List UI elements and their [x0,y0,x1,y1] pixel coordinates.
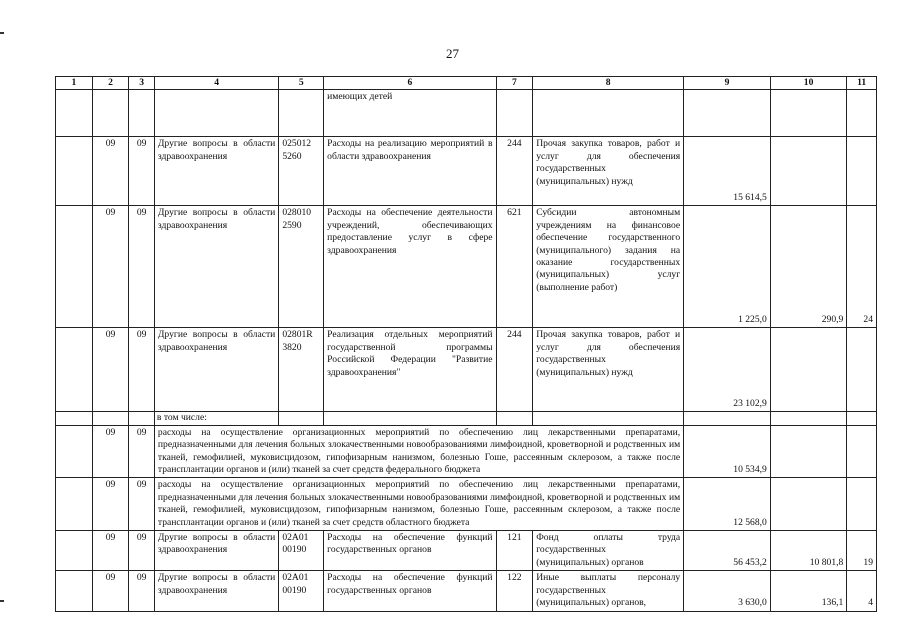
section-code-cell: 09 [92,531,129,571]
amount-cell: 12 568,0 [684,478,771,531]
empty-cell [56,328,93,412]
amount-executed-cell [770,137,846,206]
expense-type-name-cell: Прочая закупка товаров, работ и услуг для обеспечения государственных (муниципальных) нужд [533,137,684,206]
empty-cell [92,90,129,137]
expense-type-name-cell: Фонд оплаты труда государственных (муниципальных) органов [533,531,684,571]
amount-cell: 15 614,5 [684,137,771,206]
section-code-cell: 09 [92,425,129,478]
amount-cell: 56 453,2 [684,531,771,571]
empty-cell [533,412,684,425]
column-number: 10 [770,77,846,90]
column-number: 4 [154,77,278,90]
column-number: 2 [92,77,129,90]
detail-description-cell: расходы на осуществление организационных мероприятий по обеспечению лиц лекарственными препаратами, предназначенными для лечения больных злокачественными новообразованиями лимфоидной, кроветворной и родственных им тканей, гемофилией, муковисцидозом, гипофизарным нанизмом, болезнью Гоше, рассеянным склерозом, а также после трансплантации органов и (или) тканей за счет средств федерального бюджета [154,425,683,478]
section-code-cell: 09 [92,328,129,412]
table-row [56,328,877,412]
expense-type-code-cell: 244 [496,137,533,206]
empty-cell [533,90,684,137]
empty-cell [496,412,533,425]
empty-cell [324,412,496,425]
percent-cell [847,137,877,206]
empty-cell [684,90,771,137]
target-article-cell: 025012 5260 [279,137,324,206]
budget-table [55,76,877,612]
subtotal-label: в том числе: [154,412,278,425]
subsection-code-cell: 09 [129,137,154,206]
empty-cell [154,90,278,137]
empty-cell [129,412,154,425]
expense-type-name-cell: Иные выплаты персоналу государственных (муниципальных) органов, [533,571,684,611]
amount-executed-cell: 136,1 [770,571,846,611]
expense-name-cell: Расходы на реализацию мероприятий в области здравоохранения [324,137,496,206]
subsection-name-cell: Другие вопросы в области здравоохранения [154,206,278,328]
empty-cell [770,90,846,137]
percent-cell: 19 [847,531,877,571]
expense-type-code-cell: 244 [496,328,533,412]
target-article-cell: 028010 2590 [279,206,324,328]
empty-cell [56,206,93,328]
target-article-cell: 02801R 3820 [279,328,324,412]
amount-executed-cell: 10 801,8 [770,531,846,571]
percent-cell [847,328,877,412]
subsection-code-cell: 09 [129,206,154,328]
empty-cell [56,571,93,611]
table-row [56,90,877,137]
empty-cell [684,412,771,425]
detail-description-cell: расходы на осуществление организационных мероприятий по обеспечению лиц лекарственными препаратами, предназначенными для лечения больных злокачественными новообразованиями лимфоидной, кроветворной и родственных им тканей, гемофилией, муковисцидозом, гипофизарным нанизмом, болезнью Гоше, рассеянным склерозом, а также после трансплантации органов и (или) тканей за счет средств областного бюджета [154,478,683,531]
amount-executed-cell [770,425,846,478]
column-number: 8 [533,77,684,90]
subsection-code-cell: 09 [129,425,154,478]
column-number: 5 [279,77,324,90]
subsection-name-cell: Другие вопросы в области здравоохранения [154,571,278,611]
empty-cell [847,412,877,425]
amount-executed-cell: 290,9 [770,206,846,328]
expense-name-cell: имеющих детей [324,90,496,137]
percent-cell [847,478,877,531]
table-row [56,531,877,571]
empty-cell [92,412,129,425]
expense-type-code-cell: 122 [496,571,533,611]
subsection-code-cell: 09 [129,478,154,531]
binding-mark [0,32,4,34]
subsection-name-cell: Другие вопросы в области здравоохранения [154,328,278,412]
section-code-cell: 09 [92,206,129,328]
empty-cell [56,425,93,478]
column-number: 9 [684,77,771,90]
subsection-code-cell: 09 [129,571,154,611]
empty-cell [279,412,324,425]
section-code-cell: 09 [92,478,129,531]
amount-cell: 23 102,9 [684,328,771,412]
subsection-name-cell: Другие вопросы в области здравоохранения [154,137,278,206]
amount-cell: 10 534,9 [684,425,771,478]
empty-cell [56,478,93,531]
empty-cell [847,90,877,137]
section-code-cell: 09 [92,137,129,206]
empty-cell [770,412,846,425]
table-row [56,137,877,206]
empty-cell [496,90,533,137]
empty-cell [56,137,93,206]
empty-cell [56,531,93,571]
page-number: 27 [446,46,459,61]
table-row [56,206,877,328]
empty-cell [56,90,93,137]
percent-cell [847,425,877,478]
percent-cell: 24 [847,206,877,328]
column-number: 7 [496,77,533,90]
empty-cell [56,412,93,425]
table-row [56,571,877,611]
column-number: 11 [847,77,877,90]
amount-cell: 3 630,0 [684,571,771,611]
percent-cell: 4 [847,571,877,611]
amount-executed-cell [770,328,846,412]
subsection-name-cell: Другие вопросы в области здравоохранения [154,531,278,571]
expense-name-cell: Расходы на обеспечение деятельности учреждений, обеспечивающих предоставление услуг в сфере здравоохранения [324,206,496,328]
column-number: 6 [324,77,496,90]
binding-mark [0,600,4,602]
target-article-cell: 02А01 00190 [279,531,324,571]
subsection-code-cell: 09 [129,531,154,571]
expense-name-cell: Реализация отдельных мероприятий государственной программы Российской Федерации "Развитие здравоохранения" [324,328,496,412]
amount-cell: 1 225,0 [684,206,771,328]
expense-type-code-cell: 121 [496,531,533,571]
amount-executed-cell [770,478,846,531]
column-number: 3 [129,77,154,90]
empty-cell [129,90,154,137]
table-row [56,412,877,425]
subsection-code-cell: 09 [129,328,154,412]
expense-name-cell: Расходы на обеспечение функций государственных органов [324,571,496,611]
section-code-cell: 09 [92,571,129,611]
table-row [56,425,877,478]
expense-type-name-cell: Прочая закупка товаров, работ и услуг для обеспечения государственных (муниципальных) нужд [533,328,684,412]
target-article-cell: 02А01 00190 [279,571,324,611]
expense-name-cell: Расходы на обеспечение функций государственных органов [324,531,496,571]
table-row [56,478,877,531]
column-number: 1 [56,77,93,90]
empty-cell [279,90,324,137]
expense-type-code-cell: 621 [496,206,533,328]
column-number-row [56,77,877,90]
expense-type-name-cell: Субсидии автономным учреждениям на финансовое обеспечение государственного (муниципального) задания на оказание государственных (муниципальных) услуг (выполнение работ) [533,206,684,328]
